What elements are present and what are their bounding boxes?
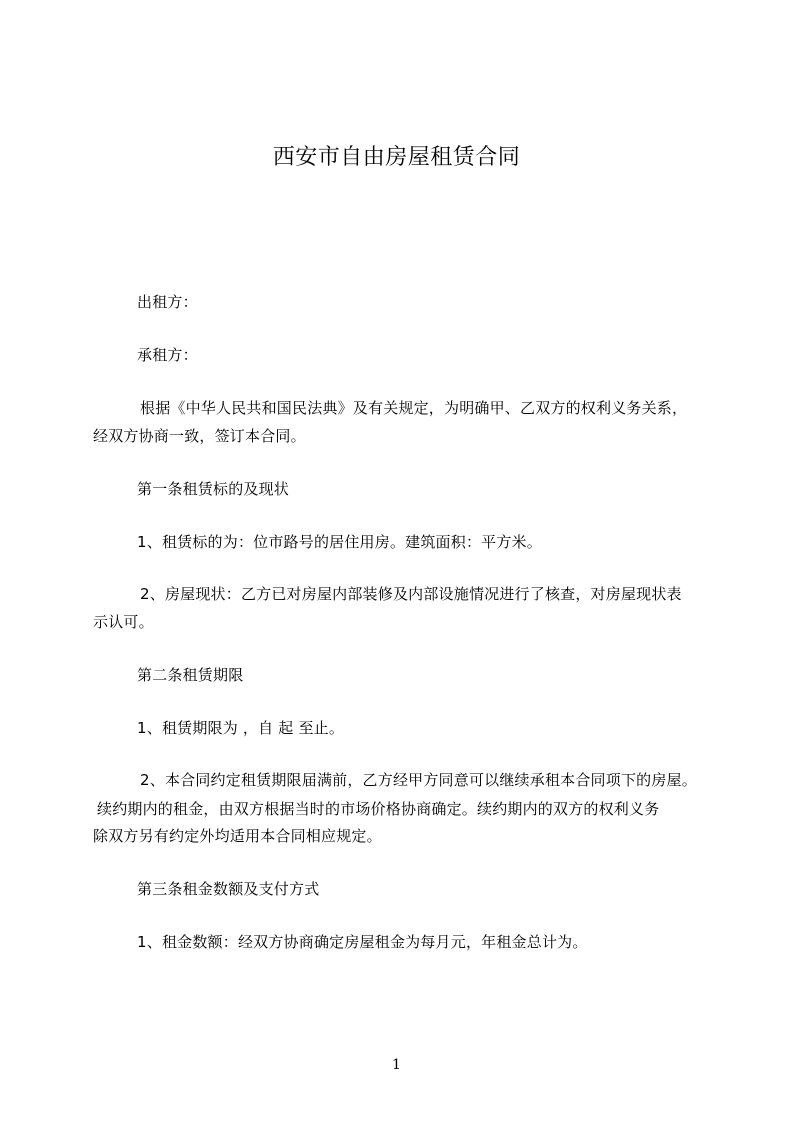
intro-paragraph-line-1: 根据《中华人民共和国民法典》及有关规定，为明确甲、乙双方的权利义务关系，: [140, 399, 688, 417]
document-title: 西安市自由房屋租赁合同: [272, 145, 521, 170]
article-1-item-2-line-2: 示认可。: [93, 613, 154, 631]
article-1-item-1: 1、租赁标的为：位市路号的居住用房。建筑面积：平方米。: [137, 533, 542, 551]
article-2-item-2-line-3: 除双方另有约定外均适用本合同相应规定。: [93, 827, 382, 845]
article-2-item-1: 1、租赁期限为 ，自 起 至止。: [137, 719, 345, 737]
page-number: 1: [392, 1057, 401, 1073]
article-2-heading: 第二条租赁期限: [137, 666, 244, 684]
lessee-label: 承租方：: [137, 346, 198, 364]
article-3-item-1: 1、租金数额：经双方协商确定房屋租金为每月元，年租金总计为。: [137, 933, 588, 951]
article-2-item-2-line-2: 续约期内的租金，由双方根据当时的市场价格协商确定。续约期内的双方的权利义务: [97, 800, 660, 818]
article-1-item-2-line-1: 2、房屋现状：乙方已对房屋内部装修及内部设施情况进行了核查，对房屋现状表: [140, 585, 682, 603]
intro-paragraph-line-2: 经双方协商一致，签订本合同。: [93, 427, 306, 445]
article-1-heading: 第一条租赁标的及现状: [137, 480, 290, 498]
article-2-item-2-line-1: 2、本合同约定租赁期限届满前，乙方经甲方同意可以继续承租本合同项下的房屋。: [140, 771, 697, 789]
article-3-heading: 第三条租金数额及支付方式: [137, 880, 320, 898]
lessor-label: 出租方：: [137, 293, 198, 311]
